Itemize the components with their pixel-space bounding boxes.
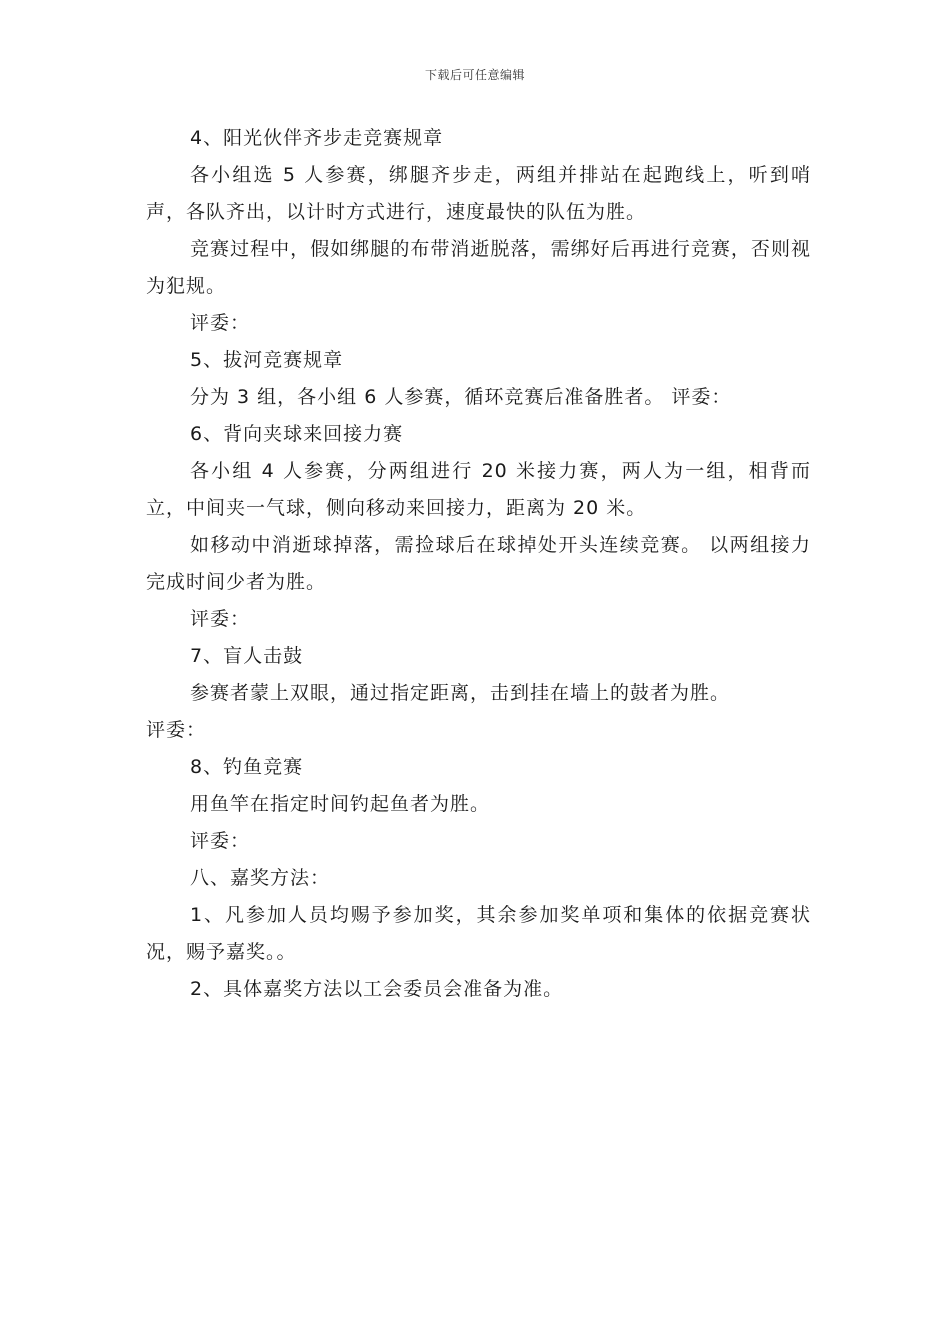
paragraph-tug-of-war-rules: 分为 3 组，各小组 6 人参赛，循环竞赛后准备胜者。 评委： [190,386,732,408]
section-heading-sunshine-walk: 4、阳光伙伴齐步走竞赛规章 [190,127,444,149]
section-heading-blind-drum: 7、盲人击鼓 [190,645,304,667]
section-heading-awards: 八、嘉奖方法： [190,867,331,889]
paragraph-blind-drum-rules: 参赛者蒙上双眼，通过指定距离，击到挂在墙上的鼓者为胜。 [190,682,731,704]
paragraph-sunshine-walk-foul: 竞赛过程中，假如绑腿的布带消逝脱落，需绑好后再进行竞赛，否则视为犯规。 [146,238,811,297]
paragraph-awards-2: 2、具体嘉奖方法以工会委员会准备为准。 [190,978,564,1000]
paragraph-ball-relay-rules: 各小组 4 人参赛，分两组进行 20 米接力赛，两人为一组，相背而立，中间夹一气球，侧向移动来回接力，距离为 20 米。 [146,460,811,519]
judges-label: 评委： [190,608,251,630]
section-heading-ball-relay: 6、背向夹球来回接力赛 [190,423,404,445]
paragraph-sunshine-walk-rules: 各小组选 5 人参赛，绑腿齐步走，两组并排站在起跑线上，听到哨声，各队齐出，以计时方式进行，速度最快的队伍为胜。 [146,164,811,223]
paragraph-awards-1: 1、凡参加人员均赐予参加奖，其余参加奖单项和集体的依据竞赛状况，赐予嘉奖。。 [146,904,811,963]
page-header: 下载后可任意编辑 [424,68,525,82]
judges-label: 评委： [190,312,251,334]
judges-label: 评委： [146,719,207,741]
paragraph-ball-relay-drop: 如移动中消逝球掉落，需捡球后在球掉处开头连续竞赛。 以两组接力完成时间少者为胜。 [146,534,811,593]
section-heading-tug-of-war: 5、拔河竞赛规章 [190,349,344,371]
judges-label: 评委： [190,830,251,852]
document-body [146,120,811,1008]
paragraph-fishing-rules: 用鱼竿在指定时间钓起鱼者为胜。 [190,793,491,815]
section-heading-fishing: 8、钓鱼竞赛 [190,756,304,778]
